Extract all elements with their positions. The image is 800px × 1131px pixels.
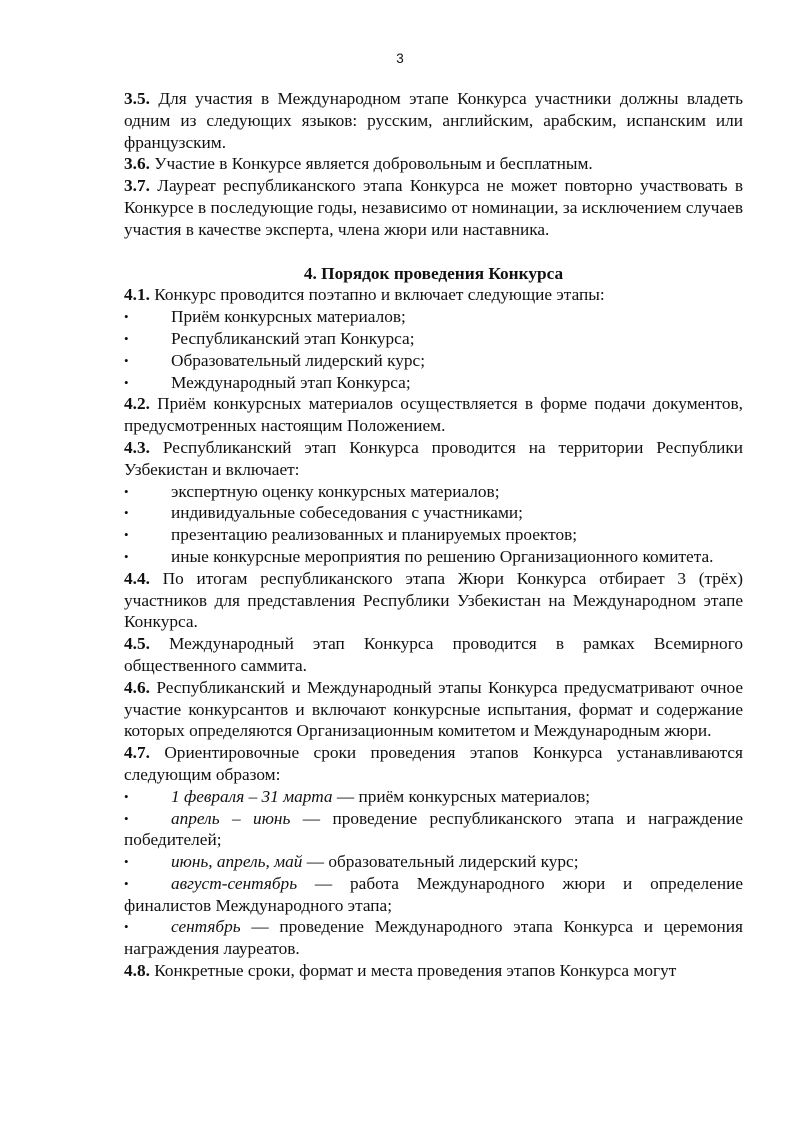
schedule-item [124, 808, 743, 852]
clause-number: 4.8. [124, 961, 150, 981]
schedule-text: — проведение республиканского этапа и награждение победителей; [124, 808, 743, 850]
clause-number: 3.6. [124, 154, 150, 174]
list-item: • иные конкурсные мероприятия по решению Организационного комитета. [124, 546, 743, 568]
clause-text: Международный этап Конкурса проводится в рамках Всемирного общественного саммита. [124, 634, 743, 675]
clause-text: Конкретные сроки, формат и места проведения этапов Конкурса могут [149, 961, 677, 981]
schedule-text: — приём конкурсных материалов; [332, 786, 591, 806]
schedule-date: август-сентябрь [171, 873, 298, 893]
paragraph-4-3 [124, 437, 743, 481]
list-item: • презентацию реализованных и планируемых проектов; [124, 524, 743, 546]
list-item: • Республиканский этап Конкурса; [124, 328, 743, 350]
clause-number: 4.3. [124, 437, 150, 457]
section-heading: 4. Порядок проведения Конкурса [303, 263, 564, 283]
list-item: • Образовательный лидерский курс; [124, 350, 743, 372]
clause-text: Ориентировочные сроки проведения этапов Конкурса устанавливаются следующим образом: [124, 743, 743, 784]
schedule-text: — образовательный лидерский курс; [302, 852, 579, 872]
schedule-date: апрель – июнь [171, 808, 291, 828]
paragraph-4-2 [124, 393, 743, 437]
schedule-text: — проведение Международного этапа Конкурса и церемония награждения лауреатов. [124, 917, 743, 959]
list-item: • экспертную оценку конкурсных материалов; [124, 481, 743, 503]
clause-number: 4.4. [124, 568, 150, 588]
list-item: • Приём конкурсных материалов; [124, 306, 743, 328]
clause-text: Участие в Конкурсе является добровольным и бесплатным. [149, 154, 593, 174]
clause-text: Конкурс проводится поэтапно и включает следующие этапы: [149, 285, 605, 305]
schedule-date: 1 февраля – 31 марта [171, 786, 333, 806]
clause-number: 4.2. [124, 394, 150, 414]
clause-number: 4.1. [124, 285, 150, 305]
paragraph-4-4 [124, 568, 743, 633]
schedule-item [124, 786, 743, 808]
paragraph-4-8 [124, 960, 743, 982]
clause-text: Лауреат республиканского этапа Конкурса не может повторно участвовать в Конкурсе в последующие годы, независимо от номинации, за исключением случаев участия в качестве эксперта, члена жюри или наставника. [124, 176, 743, 239]
paragraph-4-1 [124, 284, 743, 306]
clause-text: Для участия в Международном этапе Конкурса участники должны владеть одним из следующих языков: русским, английским, арабским, испанским или французским. [124, 89, 743, 152]
schedule-date: июнь, апрель, май [171, 852, 303, 872]
clause-text: Республиканский этап Конкурса проводится на территории Республики Узбекистан и включает: [124, 437, 743, 479]
clause-number: 4.7. [124, 743, 150, 763]
paragraph-3-5 [124, 88, 743, 153]
clause-number: 4.5. [124, 634, 150, 654]
clause-text: По итогам республиканского этапа Жюри Конкурса отбирает 3 (трёх) участников для представления Республики Узбекистан на Международном этапе Конкурса. [124, 568, 743, 632]
clause-text: Приём конкурсных материалов осуществляется в форме подачи документов, предусмотренных настоящим Положением. [124, 394, 743, 436]
paragraph-3-6 [124, 153, 743, 175]
clause-number: 4.6. [124, 677, 150, 697]
schedule-text: — работа Международного жюри и определение финалистов Международного этапа; [124, 873, 743, 915]
clause-number: 3.5. [124, 89, 150, 108]
schedule-item [124, 851, 743, 873]
list-item: • индивидуальные собеседования с участниками; [124, 502, 743, 524]
clause-number: 3.7. [124, 176, 150, 196]
page-content [124, 88, 743, 982]
paragraph-4-5 [124, 633, 743, 677]
paragraph-3-7 [124, 175, 743, 240]
list-item: • Международный этап Конкурса; [124, 372, 743, 394]
schedule-item [124, 916, 743, 960]
schedule-date: сентябрь [171, 917, 241, 937]
paragraph-4-7 [124, 742, 743, 786]
page-number: 3 [396, 51, 404, 66]
clause-text: Республиканский и Международный этапы Конкурса предусматривают очное участие конкурсантов и включают конкурсные испытания, формат и содержание которых определяются Организационным комитетом и Международным жюри. [124, 677, 743, 741]
schedule-item [124, 873, 743, 917]
paragraph-4-6 [124, 677, 743, 742]
